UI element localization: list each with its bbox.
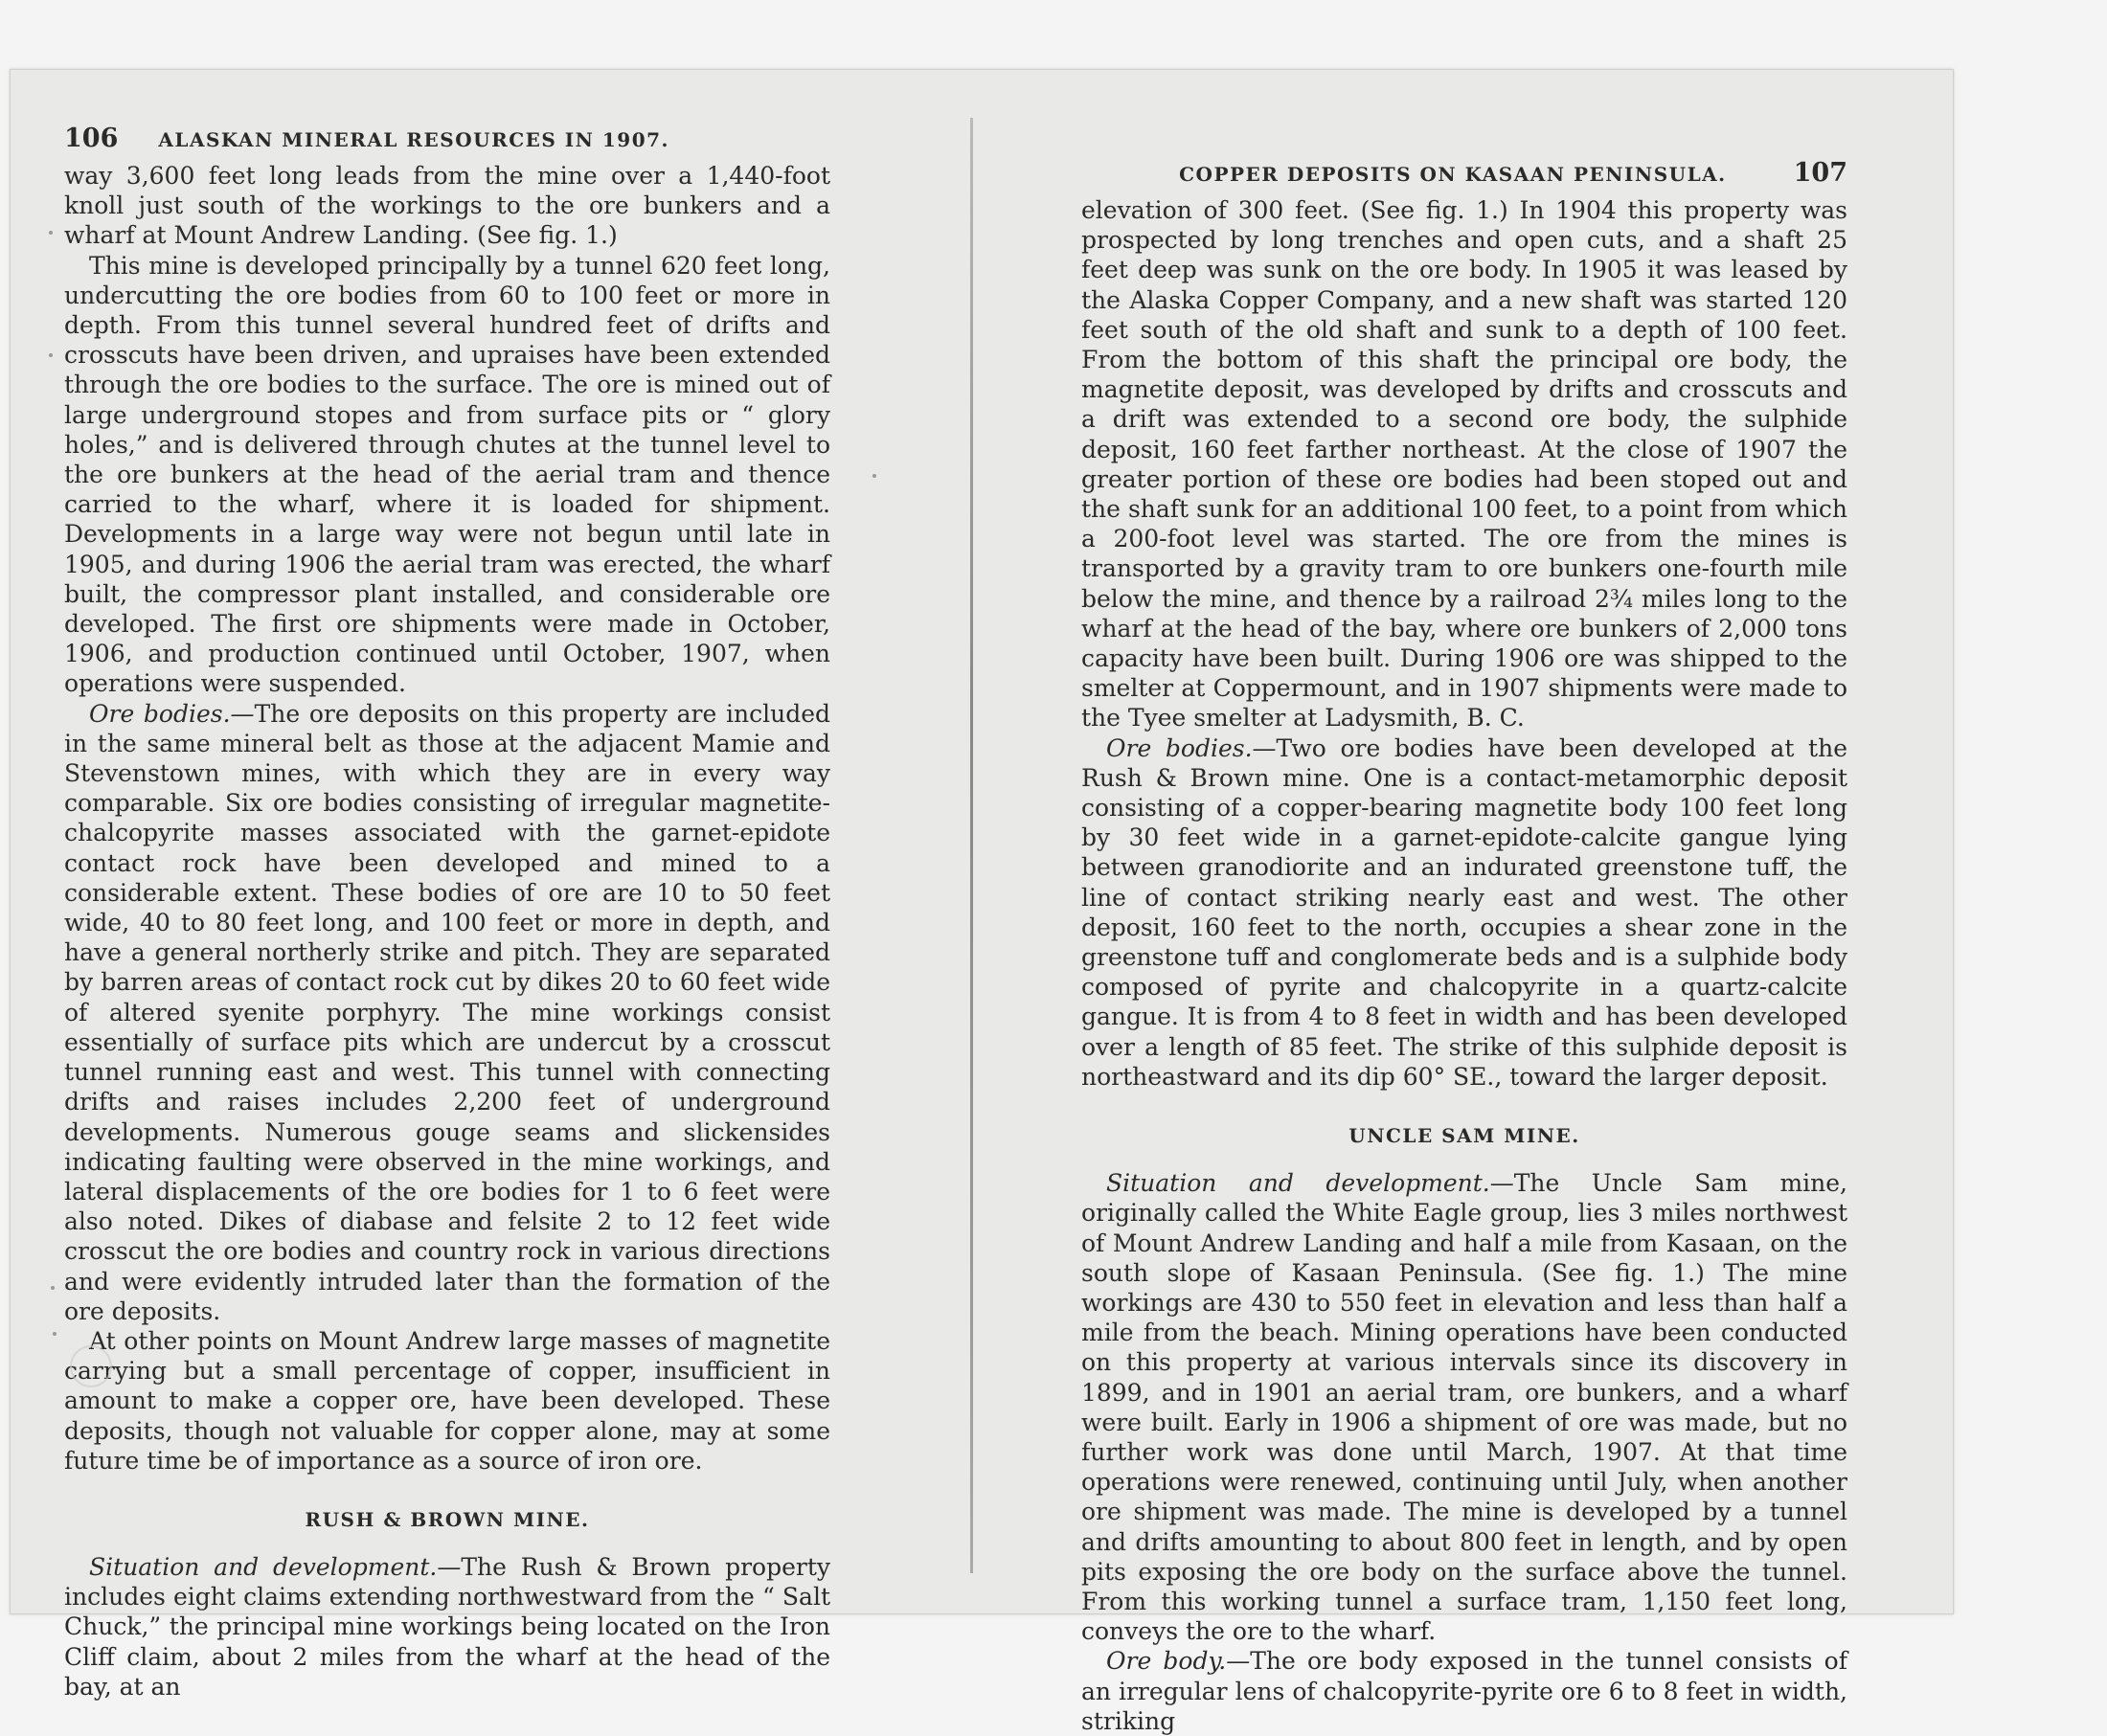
paragraph-text: The ore deposits on this property are included in the same mineral belt as those at the adjacent Mamie and Stevenstown mines, with which they are in every way comparable. Six ore bodies consisting of irregular magnetite-chalcopyrite masses associated with the garnet-epidote contact rock have been developed and mined to a considerable extent. These bodies of ore are 10 to 50 feet wide, 40 to 80 feet long, and 100 feet or more in depth, and have a general northerly strike and pitch. They are separated by barren areas of contact rock cut by dikes 20 to 60 feet wide of altered syenite porphyry. The mine workings consist essentially of surface pits which are undercut by a crosscut tunnel running east and west. This tunnel with connecting drifts and raises includes 2,200 feet of underground developments. Numerous gouge seams and slickensides indicating faulting were observed in the mine workings, and lateral displacements of the ore bodies for 1 to 6 feet were also noted. Dikes of diabase and felsite 2 to 12 feet wide crosscut the ore bodies and country rock in various directions and were evidently intruded later than the formation of the ore deposits. bbox=[64, 699, 830, 1325]
left-page-header bbox=[64, 124, 830, 153]
paragraph-text: Two ore bodies have been developed at the Rush & Brown mine. One is a contact-metamorphic deposit consisting of a copper-bearing magnetite body 100 feet long by 30 feet wide in a garnet-epidote-calcite gangue lying between granodiorite and an indurated greenstone tuff, the line of contact striking nearly east and west. The other deposit, 160 feet to the north, occupies a shear zone in the greenstone tuff and conglomerate beds and is a sulphide body composed of pyrite and chalcopyrite in a quartz-calcite gangue. It is from 4 to 8 feet in width and has been developed over a length of 85 feet. The strike of this sulphide deposit is northeastward and its dip 60° SE., toward the larger deposit. bbox=[1081, 733, 1847, 1091]
right-page bbox=[976, 70, 1953, 1735]
left-page bbox=[11, 70, 976, 1701]
paragraph: way 3,600 feet long leads from the mine over a 1,440-foot knoll just south of the workings to the ore bunkers and a wharf at Mount Andrew Landing. (See fig. 1.) bbox=[64, 162, 830, 250]
page-number: 106 bbox=[64, 124, 119, 153]
scan-speck bbox=[49, 231, 53, 235]
paragraph-lead: Ore bodies.— bbox=[89, 699, 255, 728]
left-page-body-continued bbox=[64, 1552, 830, 1702]
page-number: 107 bbox=[1793, 158, 1847, 188]
scan-smudge bbox=[70, 1345, 112, 1387]
paragraph-text: The Rush & Brown property includes eight claims extending northwestward from the “ Salt Chuck,” the principal mine workings being located on the Iron Cliff claim, about 2 miles from the wharf at the head of the bay, at an bbox=[64, 1552, 831, 1701]
scanned-sheet bbox=[10, 69, 1954, 1735]
paragraph bbox=[1081, 1646, 1847, 1736]
paragraph-text: The ore body exposed in the tunnel consists of an irregular lens of chalcopyrite-pyrite ore 6 to 8 feet in width, striking bbox=[1081, 1647, 1847, 1735]
section-heading: RUSH & BROWN MINE. bbox=[305, 1507, 590, 1531]
running-head: ALASKAN MINERAL RESOURCES IN 1907. bbox=[158, 128, 670, 151]
paragraph bbox=[1081, 1168, 1847, 1646]
right-page-body-continued bbox=[1081, 1168, 1847, 1736]
paragraph bbox=[1081, 733, 1847, 1092]
paragraph: This mine is developed principally by a tunnel 620 feet long, undercutting the ore bodies from 60 to 100 feet or more in depth. From this tunnel several hundred feet of drifts and crosscuts have been driven, and upraises have been extended through the ore bodies to the surface. The ore is mined out of large underground stopes and from surface pits or “ glory holes,” and is delivered through chutes at the tunnel level to the ore bunkers at the head of the aerial tram and thence carried to the wharf, where it is loaded for shipment. Developments in a large way were not begun until late in 1905, and during 1906 the aerial tram was erected, the wharf built, the compressor plant installed, and considerable ore developed. The first ore shipments were made in October, 1906, and production continued until October, 1907, when operations were suspended. bbox=[64, 251, 830, 698]
paragraph bbox=[64, 1552, 830, 1702]
paragraph: elevation of 300 feet. (See fig. 1.) In 1904 this property was prospected by long trenches and open cuts, and a shaft 25 feet deep was sunk on the ore body. In 1905 it was leased by the Alaska Copper Company, and a new shaft was started 120 feet south of the old shaft and sunk to a depth of 100 feet. From the bottom of this shaft the principal ore body, the magnetite deposit, was developed by drifts and crosscuts and a drift was extended to a second ore body, the sulphide deposit, 160 feet farther northeast. At the close of 1907 the greater portion of these ore bodies had been stoped out and the shaft sunk for an additional 100 feet, to a point from which a 200-foot level was started. The ore from the mines is transported by a gravity tram to ore bunkers one-fourth mile below the mine, and thence by a railroad 2¾ miles long to the wharf at the head of the bay, where ore bunkers of 2,000 tons capacity have been built. During 1906 ore was shipped to the smelter at Coppermount, and in 1907 shipments were made to the Tyee smelter at Ladysmith, B. C. bbox=[1081, 196, 1847, 733]
book-gutter bbox=[970, 118, 973, 1573]
right-page-body bbox=[1081, 195, 1847, 1092]
paragraph-lead: Ore body.— bbox=[1106, 1647, 1251, 1676]
left-page-body bbox=[64, 161, 830, 1476]
paragraph-lead: Ore bodies.— bbox=[1106, 733, 1277, 762]
running-head: COPPER DEPOSITS ON KASAAN PENINSULA. bbox=[1179, 163, 1727, 186]
scan-speck bbox=[53, 1332, 57, 1336]
paragraph-lead: Situation and development.— bbox=[1106, 1169, 1514, 1198]
paragraph-lead: Situation and development.— bbox=[89, 1552, 462, 1581]
paragraph bbox=[64, 699, 830, 1326]
scan-speck bbox=[49, 353, 53, 357]
right-page-header bbox=[1081, 158, 1847, 188]
section-heading: UNCLE SAM MINE. bbox=[1348, 1124, 1580, 1148]
paragraph: At other points on Mount Andrew large masses of magnetite carrying but a small percentage of copper, insufficient in amount to make a copper ore, have been developed. These deposits, though not valuable for copper alone, may at some future time be of importance as a source of iron ore. bbox=[64, 1326, 830, 1475]
scan-speck bbox=[51, 1286, 55, 1290]
scan-speck bbox=[872, 474, 876, 478]
paragraph-text: The Uncle Sam mine, originally called the White Eagle group, lies 3 miles northwest of Mount Andrew Landing and half a mile from Kasaan, on the south slope of Kasaan Peninsula. (See fig. 1.) The mine workings are 430 to 550 feet in elevation and less than half a mile from the beach. Mining operations have been conducted on this property at various intervals since its discovery in 1899, and in 1901 an aerial tram, ore bunkers, and a wharf were built. Early in 1906 a shipment of ore was made, but no further work was done until March, 1907. At that time operations were renewed, continuing until July, when another ore shipment was made. The mine is developed by a tunnel and drifts amounting to about 800 feet in length, and by open pits exposing the ore body on the surface above the tunnel. From this working tunnel a surface tram, 1,150 feet long, conveys the ore to the wharf. bbox=[1081, 1169, 1847, 1646]
